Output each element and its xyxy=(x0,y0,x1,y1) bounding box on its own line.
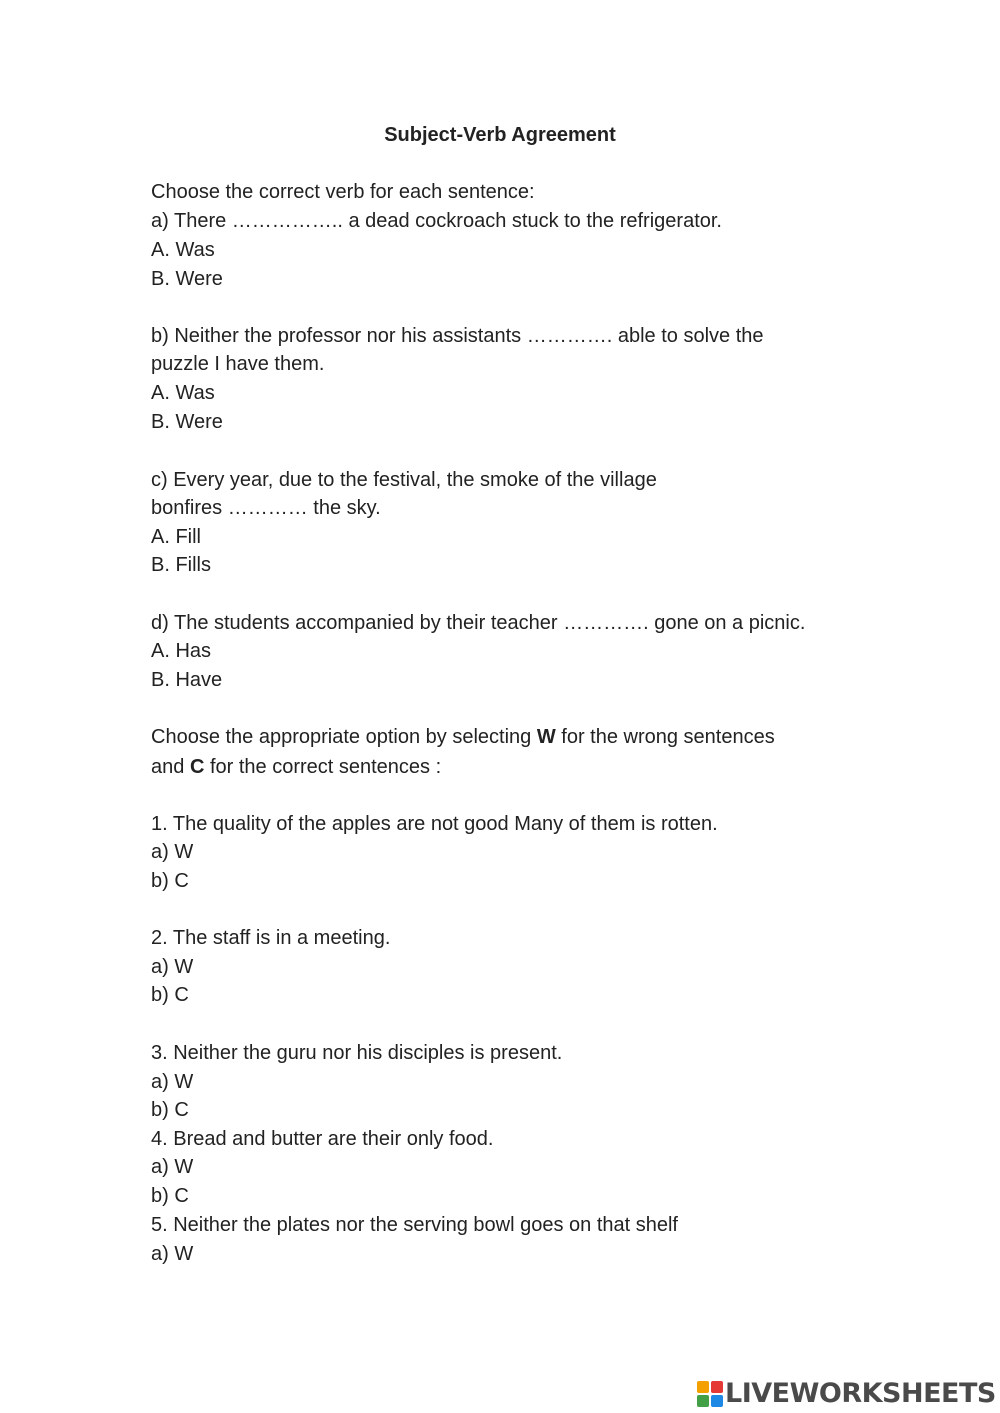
page-title: Subject-Verb Agreement xyxy=(384,124,616,146)
item-3-option-c[interactable]: b) C xyxy=(151,1099,189,1121)
item-4-option-w[interactable]: a) W xyxy=(151,1156,194,1178)
liveworksheets-brand[interactable] xyxy=(697,1378,996,1410)
question-c-option-b[interactable]: B. Fills xyxy=(151,554,211,576)
correct-marker: C xyxy=(189,756,205,778)
item-2-option-c[interactable]: b) C xyxy=(151,984,189,1006)
item-1-text: 1. The quality of the apples are not good Many of them is rotten. xyxy=(151,813,718,835)
instruction-text: and xyxy=(151,756,190,778)
question-b-text-line1: b) Neither the professor nor his assistants …………. able to solve the xyxy=(151,325,764,347)
item-1-option-c[interactable]: b) C xyxy=(151,870,189,892)
section1-instruction: Choose the correct verb for each sentence: xyxy=(151,181,535,203)
question-d-text: d) The students accompanied by their teacher …………. gone on a picnic. xyxy=(151,612,806,634)
question-a-option-a[interactable]: A. Was xyxy=(151,239,215,261)
item-4-option-c[interactable]: b) C xyxy=(151,1185,189,1207)
question-c-text-line1: c) Every year, due to the festival, the smoke of the village xyxy=(151,469,657,491)
question-a-option-b[interactable]: B. Were xyxy=(151,268,223,290)
item-2-text: 2. The staff is in a meeting. xyxy=(151,927,391,949)
item-5-option-w[interactable]: a) W xyxy=(151,1243,194,1265)
question-b-option-a[interactable]: A. Was xyxy=(151,382,215,404)
item-5-text: 5. Neither the plates nor the serving bowl goes on that shelf xyxy=(151,1214,678,1236)
question-c-option-a[interactable]: A. Fill xyxy=(151,526,201,548)
item-4-text: 4. Bread and butter are their only food. xyxy=(151,1128,494,1150)
instruction-text: for the wrong sentences xyxy=(555,726,775,748)
question-d-option-a[interactable]: A. Has xyxy=(151,640,212,662)
item-3-option-w[interactable]: a) W xyxy=(151,1071,194,1093)
section2-instruction-line1 xyxy=(151,723,775,751)
section2-instruction-line2 xyxy=(151,753,441,781)
question-b-option-b[interactable]: B. Were xyxy=(151,411,223,433)
item-1-option-w[interactable]: a) W xyxy=(151,841,194,863)
item-3-text: 3. Neither the guru nor his disciples is present. xyxy=(151,1042,563,1064)
liveworksheets-logo-icon xyxy=(697,1381,723,1407)
question-d-option-b[interactable]: B. Have xyxy=(151,669,223,691)
instruction-text: for the correct sentences : xyxy=(204,756,442,778)
question-c-text-line2: bonfires ………… the sky. xyxy=(151,497,381,519)
brand-wordmark: LIVEWORKSHEETS xyxy=(725,1378,996,1409)
instruction-text: Choose the appropriate option by selecting xyxy=(151,726,537,748)
question-b-text-line2: puzzle I have them. xyxy=(151,353,325,375)
wrong-marker: W xyxy=(536,726,556,748)
question-a-text: a) There …………….. a dead cockroach stuck to the refrigerator. xyxy=(151,210,722,232)
item-2-option-w[interactable]: a) W xyxy=(151,956,194,978)
